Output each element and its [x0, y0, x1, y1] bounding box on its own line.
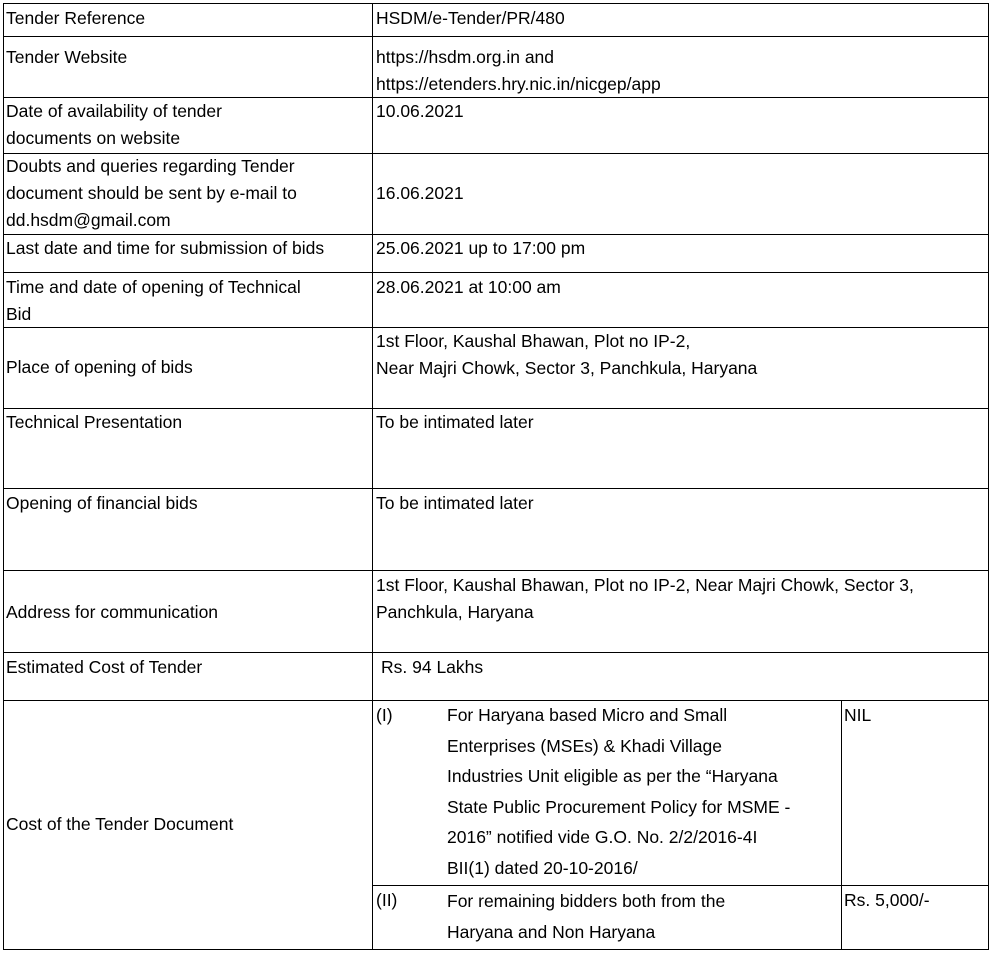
availability-date-label: Date of availability of tender documents on website: [6, 101, 222, 148]
technical-bid-opening-value: 28.06.2021 at 10:00 am: [376, 277, 561, 297]
place-of-opening-value: 1st Floor, Kaushal Bhawan, Plot no IP-2, Near Majri Chowk, Sector 3, Panchkula, Haryana: [376, 331, 758, 378]
row-divider: [3, 652, 989, 653]
sub-column-divider: [841, 700, 842, 950]
place-of-opening-label: Place of opening of bids: [6, 357, 193, 377]
financial-bids-opening-value: To be intimated later: [376, 493, 534, 513]
queries-label: Doubts and queries regarding Tender document should be sent by e-mail to dd.hsdm@gmail.com: [6, 156, 297, 230]
table-border-right: [988, 3, 989, 950]
communication-address-value: 1st Floor, Kaushal Bhawan, Plot no IP-2, Near Majri Chowk, Sector 3, Panchkula, Haryana: [376, 575, 914, 622]
other-bidders-fee-value: Rs. 5,000/-: [844, 890, 930, 910]
tender-details-table: [3, 3, 989, 950]
table-border-left: [3, 3, 4, 950]
estimated-cost-value: Rs. 94 Lakhs: [381, 657, 484, 677]
msme-item-text: For Haryana based Micro and Small Enterprises (MSEs) & Khadi Village Industries Unit eligible as per the “Haryana State Public Procurement Policy for MSME - 2016” notified vide G.O. No. 2/2/2016-4I BII(1) dated 20-10-2016/: [447, 705, 791, 878]
row-divider: [3, 570, 989, 571]
table-border-bottom: [3, 949, 989, 950]
tender-website-value: https://hsdm.org.in and https://etenders.hry.nic.in/nicgep/app: [376, 47, 661, 94]
row-divider: [3, 488, 989, 489]
communication-address-label: Address for communication: [6, 602, 219, 622]
msme-item-number: (I): [376, 705, 393, 725]
document-cost-label: Cost of the Tender Document: [6, 814, 234, 834]
other-bidders-item-text: For remaining bidders both from the Haryana and Non Haryana: [447, 891, 726, 942]
bid-submission-value: 25.06.2021 up to 17:00 pm: [376, 238, 586, 258]
row-divider: [3, 272, 989, 273]
msme-fee-value: NIL: [844, 705, 872, 725]
bid-submission-label: Last date and time for submission of bids: [6, 238, 325, 258]
tender-reference-value: HSDM/e-Tender/PR/480: [376, 8, 565, 28]
technical-bid-opening-label: Time and date of opening of Technical Bid: [6, 277, 301, 324]
availability-date-value: 10.06.2021: [376, 101, 464, 121]
queries-date-value: 16.06.2021: [376, 183, 464, 203]
row-divider: [3, 36, 989, 37]
row-divider: [3, 3, 989, 4]
technical-presentation-value: To be intimated later: [376, 412, 534, 432]
financial-bids-opening-label: Opening of financial bids: [6, 493, 198, 513]
technical-presentation-label: Technical Presentation: [6, 412, 183, 432]
other-bidders-item-number: (II): [376, 890, 398, 910]
tender-reference-label: Tender Reference: [6, 8, 146, 28]
tender-website-label: Tender Website: [6, 47, 128, 67]
estimated-cost-label: Estimated Cost of Tender: [6, 657, 203, 677]
